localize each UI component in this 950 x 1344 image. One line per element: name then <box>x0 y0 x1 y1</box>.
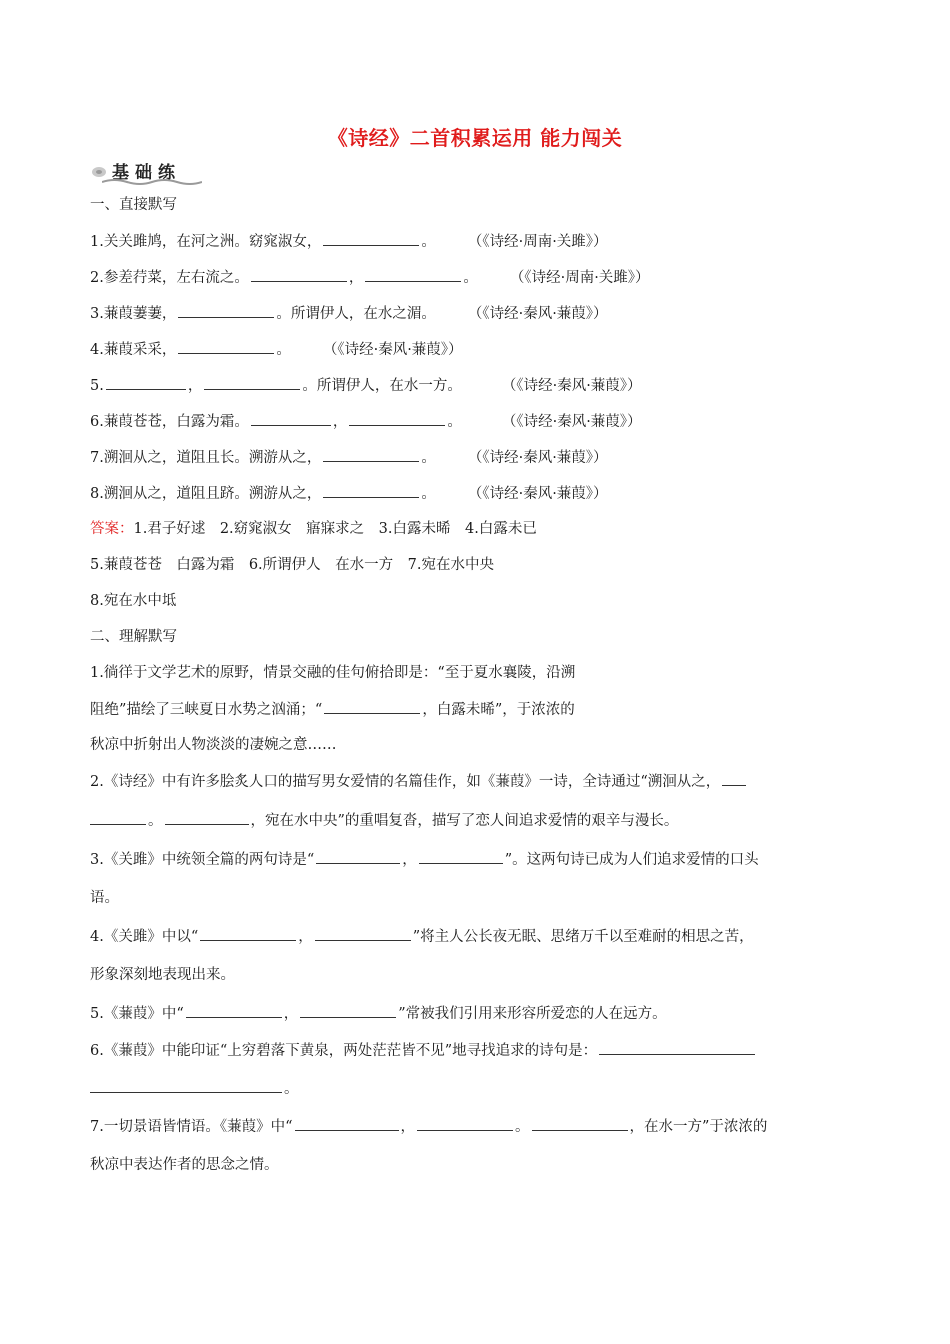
source-citation: （《诗经·秦风·蒹葭》） <box>467 450 608 466</box>
page-title: 《诗经》二首积累运用 能力闯关 <box>327 126 623 150</box>
item-text: ， <box>332 414 348 430</box>
exercise-item-3 <box>90 303 608 324</box>
answer-blank[interactable] <box>316 849 400 864</box>
question-1-line-1: 1.徜徉于文学艺术的原野，情景交融的佳句俯拾即是：“至于夏水襄陵，沿溯 <box>90 665 576 681</box>
exercise-item-8 <box>90 483 608 504</box>
answer-blank[interactable] <box>722 771 746 786</box>
question-7-line-2: 秋凉中表达作者的思念之情。 <box>90 1157 279 1173</box>
answer-blank[interactable] <box>200 926 296 941</box>
question-3-line-1 <box>90 849 759 870</box>
answer-blank[interactable] <box>178 303 274 318</box>
answer-blank[interactable] <box>315 926 411 941</box>
question-text: ， <box>283 1006 299 1022</box>
question-text: ， <box>402 852 417 868</box>
answer-blank[interactable] <box>90 810 146 825</box>
exercise-item-5 <box>90 375 642 396</box>
wave-decoration-icon <box>102 178 202 186</box>
item-text: 1.关关雎鸠，在河之洲。窈窕淑女， <box>90 234 322 250</box>
question-text: 。 <box>284 1081 299 1097</box>
question-4-line-1 <box>90 926 754 947</box>
source-citation: （《诗经·秦风·蒹葭》） <box>501 414 642 430</box>
item-text: 。 <box>276 342 291 358</box>
answer-blank[interactable] <box>165 810 249 825</box>
exercise-item-7 <box>90 447 608 468</box>
item-text: 。所谓伊人，在水一方。 <box>302 378 462 394</box>
answers-line-2: 5.蒹葭苍苍 白露为霜 6.所谓伊人 在水一方 7.宛在水中央 <box>90 557 495 573</box>
answer-blank[interactable] <box>295 1116 399 1131</box>
question-text: 。 <box>148 813 163 829</box>
exercise-item-4 <box>90 339 463 360</box>
question-6-line-2 <box>90 1078 299 1099</box>
exercise-item-1 <box>90 231 608 252</box>
question-text: ，在水一方”于浓浓的 <box>629 1119 768 1135</box>
question-text: ， <box>400 1119 415 1135</box>
item-text: ， <box>348 270 364 286</box>
question-4-line-2: 形象深刻地表现出来。 <box>90 967 235 983</box>
question-2-line-1 <box>90 771 748 792</box>
question-text: 5.《蒹葭》中“ <box>90 1006 184 1022</box>
answers-text: 1.君子好逑 2.窈窕淑女 寤寐求之 3.白露未晞 4.白露未已 <box>133 521 537 537</box>
question-7-line-1 <box>90 1116 767 1137</box>
item-text: 8.溯洄从之，道阻且跻。溯游从之， <box>90 486 322 502</box>
question-6-line-1 <box>90 1040 757 1061</box>
question-text: 7.一切景语皆情语。《蒹葭》中“ <box>90 1119 293 1135</box>
answer-blank[interactable] <box>251 411 331 426</box>
item-text: 6.蒹葭苍苍，白露为霜。 <box>90 414 249 430</box>
source-citation: （《诗经·秦风·蒹葭》） <box>467 306 608 322</box>
item-text: 。 <box>447 414 462 430</box>
answers-line-1 <box>90 519 537 539</box>
exercise-item-2 <box>90 267 650 288</box>
question-text: 阻绝”描绘了三峡夏日水势之汹涌；“ <box>90 702 323 718</box>
answer-blank[interactable] <box>251 267 347 282</box>
question-text: 3.《关雎》中统领全篇的两句诗是“ <box>90 852 315 868</box>
answer-blank[interactable] <box>106 375 186 390</box>
answer-blank[interactable] <box>599 1040 755 1055</box>
question-5-line-1 <box>90 1003 667 1024</box>
answer-blank[interactable] <box>323 231 419 246</box>
answer-blank[interactable] <box>323 483 419 498</box>
question-text: ”。这两句诗已成为人们追求爱情的口头 <box>504 852 759 868</box>
source-citation: （《诗经·周南·关雎》） <box>509 270 650 286</box>
question-text: ”将主人公长夜无眠、思绪万千以至难耐的相思之苦， <box>412 929 754 945</box>
answer-blank[interactable] <box>365 267 461 282</box>
item-text: ， <box>187 378 203 394</box>
source-citation: （《诗经·秦风·蒹葭》） <box>501 378 642 394</box>
item-text: 。所谓伊人，在水之湄。 <box>276 306 436 322</box>
question-text: ，宛在水中央”的重唱复沓，描写了恋人间追求爱情的艰辛与漫长。 <box>250 813 679 829</box>
question-2-line-2 <box>90 810 678 831</box>
question-3-line-2: 语。 <box>90 890 119 906</box>
item-text: 2.参差荇菜，左右流之。 <box>90 270 249 286</box>
item-text: 4.蒹葭采采， <box>90 342 177 358</box>
question-text: 4.《关雎》中以“ <box>90 929 199 945</box>
question-text: ”常被我们引用来形容所爱恋的人在远方。 <box>398 1006 667 1022</box>
answers-label: 答案： <box>90 521 134 537</box>
item-text: 。 <box>463 270 478 286</box>
item-text: 7.溯洄从之，道阻且长。溯游从之， <box>90 450 322 466</box>
section-badge-label: 基础练 <box>112 163 181 183</box>
answer-blank[interactable] <box>300 1003 396 1018</box>
source-citation: （《诗经·周南·关雎》） <box>467 234 608 250</box>
answer-blank[interactable] <box>532 1116 628 1131</box>
answer-blank[interactable] <box>323 447 419 462</box>
source-citation: （《诗经·秦风·蒹葭》） <box>467 486 608 502</box>
item-text: 。 <box>421 486 436 502</box>
question-text: ， <box>298 929 313 945</box>
answer-blank[interactable] <box>349 411 445 426</box>
question-1-line-3: 秋凉中折射出人物淡淡的凄婉之意…… <box>90 737 337 753</box>
answer-blank[interactable] <box>419 849 503 864</box>
item-text: 。 <box>421 450 436 466</box>
item-text: 。 <box>421 234 436 250</box>
answer-blank[interactable] <box>417 1116 513 1131</box>
part2-heading: 二、理解默写 <box>90 629 177 645</box>
answers-line-3: 8.宛在水中坻 <box>90 593 177 609</box>
question-text: 2.《诗经》中有许多脍炙人口的描写男女爱情的名篇佳作，如《蒹葭》一诗，全诗通过“溯洄从之， <box>90 774 721 790</box>
part1-heading: 一、直接默写 <box>90 197 177 213</box>
answer-blank[interactable] <box>178 339 274 354</box>
item-text: 3.蒹葭萋萋， <box>90 306 177 322</box>
question-text: 。 <box>515 1119 530 1135</box>
answer-blank[interactable] <box>90 1078 282 1093</box>
answer-blank[interactable] <box>324 699 420 714</box>
question-1-line-2 <box>90 699 575 720</box>
exercise-item-6 <box>90 411 642 432</box>
item-text: 5. <box>90 378 104 394</box>
source-citation: （《诗经·秦风·蒹葭》） <box>322 342 463 358</box>
question-text: 6.《蒹葭》中能印证“上穷碧落下黄泉，两处茫茫皆不见”地寻找追求的诗句是： <box>90 1043 598 1059</box>
section-badge <box>90 158 202 184</box>
question-text: ，白露未晞”，于浓浓的 <box>422 702 575 718</box>
answer-blank[interactable] <box>186 1003 282 1018</box>
answer-blank[interactable] <box>204 375 300 390</box>
